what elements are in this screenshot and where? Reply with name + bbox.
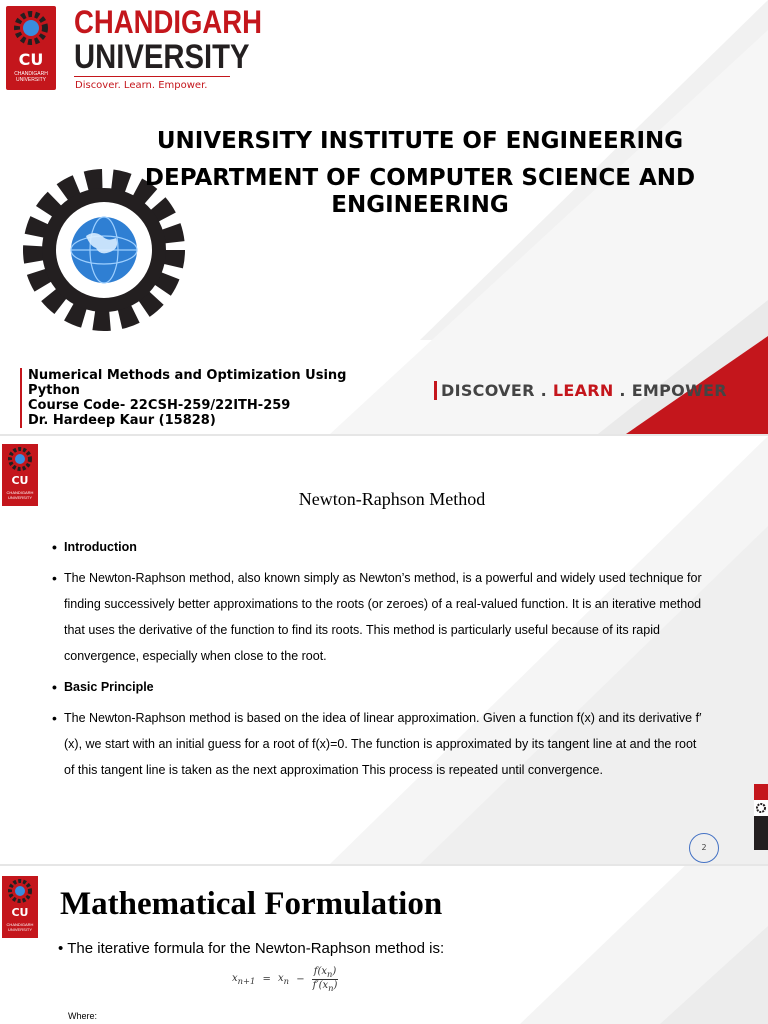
brand-name-line2: UNIVERSITY (74, 38, 250, 76)
logo-sub-text: CHANDIGARH UNIVERSITY (6, 922, 34, 932)
formula-minus: − (293, 974, 308, 985)
cu-logo-small (2, 876, 38, 938)
title-slide (0, 0, 768, 434)
formula-intro-bullet: • The iterative formula for the Newton-Raphson method is: (58, 940, 444, 957)
newton-raphson-slide (0, 436, 768, 864)
where-label: Where: (68, 1011, 98, 1021)
bullet-basic-principle-text: • The Newton-Raphson method is based on the idea of linear approximation. Given a function f(x) and its derivative f′(x), we start with an initial guess for a root of f(x)=0. The function is approximated by its tangent line at and the root of this tangent line is taken as the next approximation This process is repeated until convergence. (52, 705, 702, 783)
course-info (20, 368, 368, 428)
bullet-list (52, 534, 702, 788)
newton-raphson-formula (232, 966, 338, 993)
motto-empower: EMPOWER (631, 381, 727, 400)
logo-cu-text: CU (11, 906, 29, 919)
brand-tagline: Discover. Learn. Empower. (75, 80, 208, 91)
brand-divider (74, 76, 230, 77)
gear-globe-icon (2, 876, 38, 906)
page-number: 2 (689, 833, 719, 863)
logo-sub-text: CHANDIGARH UNIVERSITY (14, 71, 48, 83)
institute-title (130, 128, 710, 219)
course-name: Numerical Methods and Optimization Using Python (28, 368, 347, 398)
bullet-heading-introduction: • Introduction (52, 534, 702, 560)
gear-globe-icon (2, 444, 38, 474)
motto-dot: . (534, 381, 553, 400)
department-name: DEPARTMENT OF COMPUTER SCIENCE AND ENGINEERING (144, 165, 696, 218)
formula-numerator: $f(x_n)$ (313, 966, 337, 979)
motto (434, 381, 727, 400)
cu-logo (6, 6, 56, 90)
motto-discover: DISCOVER (441, 381, 535, 400)
side-logo-tab (754, 784, 768, 850)
formula-xn: $x_n$ (278, 973, 290, 986)
bullet-heading-basic-principle: • Basic Principle (52, 674, 702, 700)
slide-title: Newton-Raphson Method (298, 489, 486, 509)
logo-sub-text: CHANDIGARH UNIVERSITY (6, 490, 34, 500)
formula-fraction (312, 966, 339, 993)
formula-denominator: $f'(x_n)$ (312, 980, 338, 993)
motto-learn: LEARN (552, 381, 614, 400)
bullet-introduction-text: • The Newton-Raphson method, also known simply as Newton’s method, is a powerful and widely used technique for finding successively better approximations to the roots (or zeroes) of a real-valued function. It is an iterative method that uses the derivative of the function to find its roots. This method is particularly useful because of its rapid convergence, especially when close to the root. (52, 565, 702, 669)
institute-name: UNIVERSITY INSTITUTE OF ENGINEERING (156, 128, 684, 154)
formula-equals: = (259, 974, 275, 985)
slide-title: Mathematical Formulation (60, 886, 443, 922)
logo-cu-text: CU (18, 50, 44, 69)
course-code: Course Code- 22CSH-259/22ITH-259 (28, 398, 291, 413)
mathematical-formulation-slide (0, 866, 768, 1024)
formula-lhs: $x_{n+1}$ (232, 973, 256, 986)
gear-globe-icon (6, 6, 56, 50)
instructor-name: Dr. Hardeep Kaur (15828) (28, 413, 216, 428)
motto-dot: . (613, 381, 632, 400)
logo-cu-text: CU (11, 474, 29, 487)
brand-name-line1: CHANDIGARH (74, 4, 263, 40)
